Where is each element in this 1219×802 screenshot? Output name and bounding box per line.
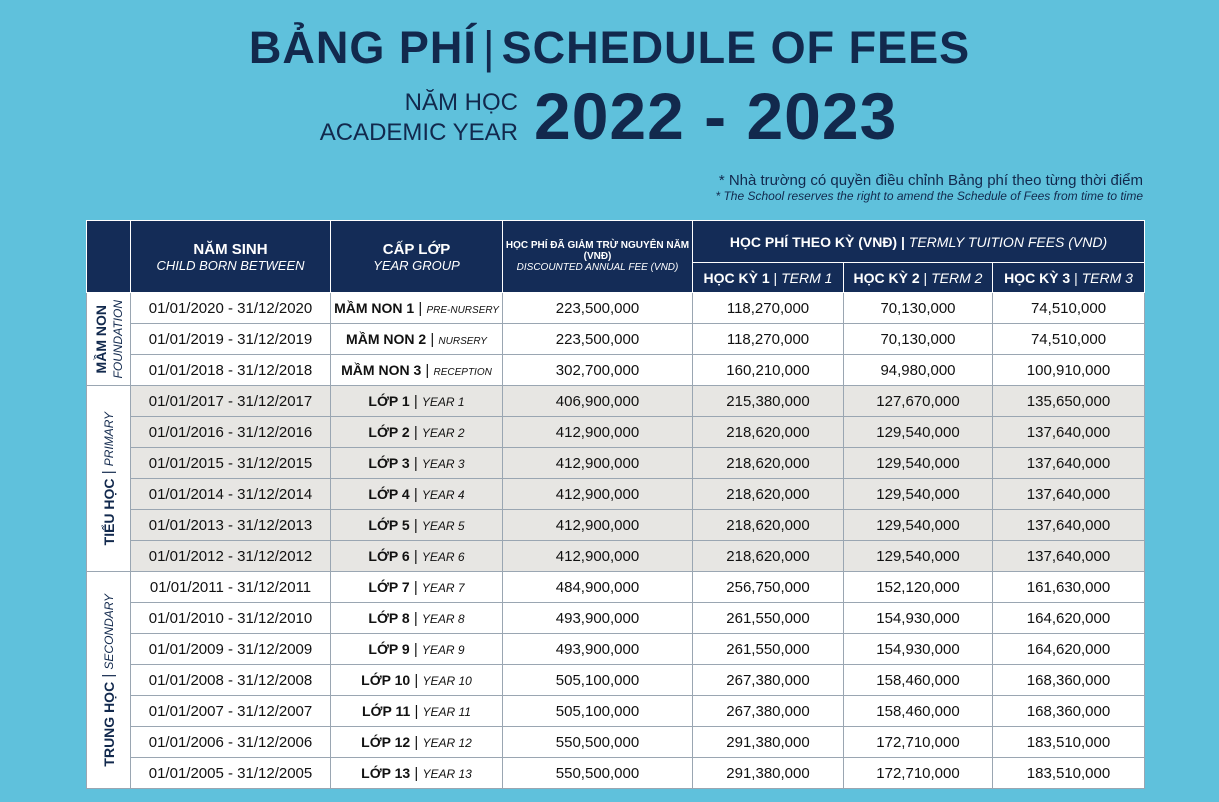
born-cell: 01/01/2016 - 31/12/2016: [131, 417, 331, 448]
term-2-fee-cell: 129,540,000: [844, 510, 993, 541]
group-cell: LỚP 4 | YEAR 4: [331, 479, 503, 510]
header-born-vn: NĂM SINH: [193, 240, 268, 258]
born-cell: 01/01/2017 - 31/12/2017: [131, 386, 331, 417]
group-en: YEAR 2: [421, 425, 465, 440]
note-en: * The School reserves the right to amend the Schedule of Fees from time to time: [715, 189, 1143, 203]
group-vn: LỚP 12: [361, 733, 411, 750]
term-2-fee-cell: 70,130,000: [844, 293, 993, 324]
born-cell: 01/01/2006 - 31/12/2006: [131, 727, 331, 758]
annual-fee-cell: 505,100,000: [503, 665, 693, 696]
term-3-fee-cell: 137,640,000: [993, 448, 1145, 479]
header-born-en: CHILD BORN BETWEEN: [156, 257, 305, 273]
table-row: [87, 386, 1145, 417]
group-cell: LỚP 12 | YEAR 12: [331, 727, 503, 758]
term-1-fee-cell: 118,270,000: [693, 324, 844, 355]
annual-fee-cell: 302,700,000: [503, 355, 693, 386]
section-label-text: TRUNG HỌC | SECONDARY: [100, 593, 117, 767]
term-3-fee-cell: 74,510,000: [993, 293, 1145, 324]
annual-fee-cell: 412,900,000: [503, 479, 693, 510]
group-en: NURSERY: [438, 335, 487, 347]
term-1-fee-cell: 261,550,000: [693, 603, 844, 634]
group-en: YEAR 7: [421, 580, 465, 595]
term-2-en: TERM 2: [931, 269, 983, 286]
table-row: [87, 479, 1145, 510]
group-en: YEAR 4: [421, 487, 465, 502]
term-2-fee-cell: 154,930,000: [844, 603, 993, 634]
header-born: [131, 221, 331, 293]
term-3-en: TERM 3: [1081, 269, 1133, 286]
note-vn: * Nhà trường có quyền điều chỉnh Bảng phí theo từng thời điểm: [718, 172, 1143, 189]
group-vn: LỚP 5: [368, 516, 410, 533]
section-label-text: [92, 300, 126, 378]
annual-fee-cell: 223,500,000: [503, 324, 693, 355]
table-row: [87, 541, 1145, 572]
group-cell: LỚP 6 | YEAR 6: [331, 541, 503, 572]
group-vn: LỚP 13: [361, 764, 411, 781]
term-1-fee-cell: 291,380,000: [693, 758, 844, 789]
term-3-fee-cell: 100,910,000: [993, 355, 1145, 386]
fee-table-body: [87, 293, 1145, 789]
born-cell: 01/01/2015 - 31/12/2015: [131, 448, 331, 479]
section-label-vn: TIỂU HỌC: [101, 478, 117, 546]
table-row: [87, 510, 1145, 541]
table-row: [87, 324, 1145, 355]
born-cell: 01/01/2010 - 31/12/2010: [131, 603, 331, 634]
group-en: YEAR 1: [421, 394, 465, 409]
term-3-fee-cell: 74,510,000: [993, 324, 1145, 355]
group-en: YEAR 11: [422, 704, 471, 719]
term-1-fee-cell: 118,270,000: [693, 293, 844, 324]
group-vn: LỚP 3: [368, 454, 410, 471]
term-1-fee-cell: 160,210,000: [693, 355, 844, 386]
table-row: [87, 293, 1145, 324]
group-en: YEAR 5: [421, 518, 465, 533]
group-cell: LỚP 9 | YEAR 9: [331, 634, 503, 665]
term-1-fee-cell: 267,380,000: [693, 696, 844, 727]
section-label-vn: MẦM NON: [92, 304, 109, 374]
annual-fee-cell: 484,900,000: [503, 572, 693, 603]
annual-fee-cell: 550,500,000: [503, 758, 693, 789]
group-vn: MẦM NON 2: [346, 330, 427, 347]
disclaimer-notes: [715, 172, 1143, 203]
term-3-fee-cell: 183,510,000: [993, 727, 1145, 758]
group-en: YEAR 12: [422, 735, 472, 750]
group-cell: MẦM NON 3 | RECEPTION: [331, 355, 503, 386]
section-label: [87, 386, 131, 572]
group-vn: LỚP 2: [368, 423, 410, 440]
term-2-fee-cell: 70,130,000: [844, 324, 993, 355]
header-corner: [87, 221, 131, 293]
annual-fee-cell: 412,900,000: [503, 448, 693, 479]
term-1-fee-cell: 256,750,000: [693, 572, 844, 603]
term-2-fee-cell: 129,540,000: [844, 448, 993, 479]
table-row: [87, 696, 1145, 727]
table-row: [87, 572, 1145, 603]
term-1-fee-cell: 291,380,000: [693, 727, 844, 758]
term-3-fee-cell: 164,620,000: [993, 603, 1145, 634]
term-3-fee-cell: 168,360,000: [993, 696, 1145, 727]
born-cell: 01/01/2013 - 31/12/2013: [131, 510, 331, 541]
born-cell: 01/01/2014 - 31/12/2014: [131, 479, 331, 510]
term-1-vn: HỌC KỲ 1: [703, 269, 770, 286]
term-1-fee-cell: 218,620,000: [693, 479, 844, 510]
group-cell: LỚP 7 | YEAR 7: [331, 572, 503, 603]
born-cell: 01/01/2009 - 31/12/2009: [131, 634, 331, 665]
group-en: YEAR 13: [422, 766, 472, 781]
group-cell: LỚP 8 | YEAR 8: [331, 603, 503, 634]
born-cell: 01/01/2018 - 31/12/2018: [131, 355, 331, 386]
table-row: [87, 634, 1145, 665]
annual-fee-cell: 412,900,000: [503, 510, 693, 541]
section-label-en: SECONDARY: [102, 593, 116, 670]
group-cell: LỚP 10 | YEAR 10: [331, 665, 503, 696]
group-en: YEAR 9: [421, 642, 465, 657]
term-2-fee-cell: 129,540,000: [844, 417, 993, 448]
group-vn: LỚP 10: [361, 671, 411, 688]
academic-year-label-vn: NĂM HỌC: [404, 89, 518, 116]
born-cell: 01/01/2007 - 31/12/2007: [131, 696, 331, 727]
header-annual-en: DISCOUNTED ANNUAL FEE (VND): [516, 262, 679, 273]
group-cell: LỚP 13 | YEAR 13: [331, 758, 503, 789]
group-en: YEAR 3: [421, 456, 465, 471]
term-3-fee-cell: 137,640,000: [993, 510, 1145, 541]
header-group: [331, 221, 503, 293]
annual-fee-cell: 412,900,000: [503, 417, 693, 448]
table-row: [87, 417, 1145, 448]
section-label-text: TIỂU HỌC | PRIMARY: [100, 411, 117, 546]
term-3-fee-cell: 161,630,000: [993, 572, 1145, 603]
section-label: [87, 293, 131, 386]
group-en: PRE-NURSERY: [426, 304, 499, 316]
term-1-fee-cell: 267,380,000: [693, 665, 844, 696]
title-en: SCHEDULE OF FEES: [501, 22, 971, 73]
group-cell: LỚP 11 | YEAR 11: [331, 696, 503, 727]
group-vn: LỚP 1: [368, 392, 410, 409]
group-vn: LỚP 8: [368, 609, 410, 626]
term-1-fee-cell: 218,620,000: [693, 541, 844, 572]
header-annual: [503, 221, 693, 293]
annual-fee-cell: 505,100,000: [503, 696, 693, 727]
term-3-fee-cell: 164,620,000: [993, 634, 1145, 665]
table-row: [87, 355, 1145, 386]
group-cell: MẦM NON 2 | NURSERY: [331, 324, 503, 355]
born-cell: 01/01/2008 - 31/12/2008: [131, 665, 331, 696]
header-annual-vn: HỌC PHÍ ĐÃ GIẢM TRỪ NGUYÊN NĂM (VNĐ): [505, 240, 690, 262]
term-2-vn: HỌC KỲ 2: [853, 269, 920, 286]
group-vn: LỚP 9: [368, 640, 410, 657]
term-3-fee-cell: 135,650,000: [993, 386, 1145, 417]
born-cell: 01/01/2005 - 31/12/2005: [131, 758, 331, 789]
page-title: [0, 22, 1219, 74]
term-2-fee-cell: 154,930,000: [844, 634, 993, 665]
term-2-fee-cell: 94,980,000: [844, 355, 993, 386]
term-2-fee-cell: 129,540,000: [844, 541, 993, 572]
table-row: [87, 448, 1145, 479]
group-en: YEAR 10: [422, 673, 472, 688]
term-2-fee-cell: 172,710,000: [844, 727, 993, 758]
table-row: [87, 665, 1145, 696]
term-1-fee-cell: 261,550,000: [693, 634, 844, 665]
term-2-fee-cell: 158,460,000: [844, 696, 993, 727]
table-row: [87, 758, 1145, 789]
group-en: YEAR 8: [421, 611, 465, 626]
term-2-fee-cell: 172,710,000: [844, 758, 993, 789]
group-vn: MẦM NON 1: [334, 299, 415, 316]
term-1-fee-cell: 218,620,000: [693, 510, 844, 541]
table-row: [87, 603, 1145, 634]
academic-year-label: [230, 88, 518, 148]
term-1-en: TERM 1: [781, 269, 833, 286]
annual-fee-cell: 493,900,000: [503, 634, 693, 665]
section-label-en: PRIMARY: [102, 411, 116, 467]
group-vn: LỚP 7: [368, 578, 410, 595]
term-3-vn: HỌC KỲ 3: [1004, 269, 1071, 286]
header-term-2: HỌC KỲ 2 | TERM 2: [844, 263, 993, 293]
title-vn: BẢNG PHÍ: [248, 22, 477, 73]
born-cell: 01/01/2020 - 31/12/2020: [131, 293, 331, 324]
term-1-fee-cell: 218,620,000: [693, 417, 844, 448]
born-cell: 01/01/2019 - 31/12/2019: [131, 324, 331, 355]
group-vn: LỚP 11: [362, 702, 411, 719]
group-cell: MẦM NON 1 | PRE-NURSERY: [331, 293, 503, 324]
annual-fee-cell: 406,900,000: [503, 386, 693, 417]
header-term-1: HỌC KỲ 1 | TERM 1: [693, 263, 844, 293]
header-group-en: YEAR GROUP: [373, 257, 460, 273]
annual-fee-cell: 493,900,000: [503, 603, 693, 634]
group-cell: LỚP 1 | YEAR 1: [331, 386, 503, 417]
group-vn: LỚP 6: [368, 547, 410, 564]
term-3-fee-cell: 137,640,000: [993, 541, 1145, 572]
academic-year-value: 2022 - 2023: [534, 79, 898, 153]
header-term-3: HỌC KỲ 3 | TERM 3: [993, 263, 1145, 293]
fee-table: [86, 220, 1145, 789]
annual-fee-cell: 412,900,000: [503, 541, 693, 572]
term-2-fee-cell: 152,120,000: [844, 572, 993, 603]
term-3-fee-cell: 137,640,000: [993, 479, 1145, 510]
group-vn: LỚP 4: [368, 485, 410, 502]
section-label-en: FOUNDATION: [110, 299, 125, 379]
title-separator: |: [482, 22, 496, 73]
group-cell: LỚP 3 | YEAR 3: [331, 448, 503, 479]
header-termly-vn: HỌC PHÍ THEO KỲ (VNĐ) |: [729, 233, 905, 250]
term-3-fee-cell: 137,640,000: [993, 417, 1145, 448]
header-group-vn: CẤP LỚP: [382, 240, 451, 258]
term-1-fee-cell: 215,380,000: [693, 386, 844, 417]
group-cell: LỚP 2 | YEAR 2: [331, 417, 503, 448]
born-cell: 01/01/2011 - 31/12/2011: [131, 572, 331, 603]
born-cell: 01/01/2012 - 31/12/2012: [131, 541, 331, 572]
academic-year-label-en: ACADEMIC YEAR: [319, 119, 518, 146]
term-2-fee-cell: 129,540,000: [844, 479, 993, 510]
section-label: [87, 572, 131, 789]
annual-fee-cell: 550,500,000: [503, 727, 693, 758]
term-3-fee-cell: 168,360,000: [993, 665, 1145, 696]
group-cell: LỚP 5 | YEAR 5: [331, 510, 503, 541]
table-row: [87, 727, 1145, 758]
group-vn: MẦM NON 3: [341, 361, 422, 378]
term-2-fee-cell: 127,670,000: [844, 386, 993, 417]
group-en: YEAR 6: [421, 549, 465, 564]
section-label-vn: TRUNG HỌC: [101, 681, 117, 767]
header-termly: [693, 221, 1145, 263]
group-en: RECEPTION: [433, 366, 492, 378]
term-2-fee-cell: 158,460,000: [844, 665, 993, 696]
annual-fee-cell: 223,500,000: [503, 293, 693, 324]
term-3-fee-cell: 183,510,000: [993, 758, 1145, 789]
term-1-fee-cell: 218,620,000: [693, 448, 844, 479]
header-termly-en: TERMLY TUITION FEES (VND): [904, 233, 1108, 250]
